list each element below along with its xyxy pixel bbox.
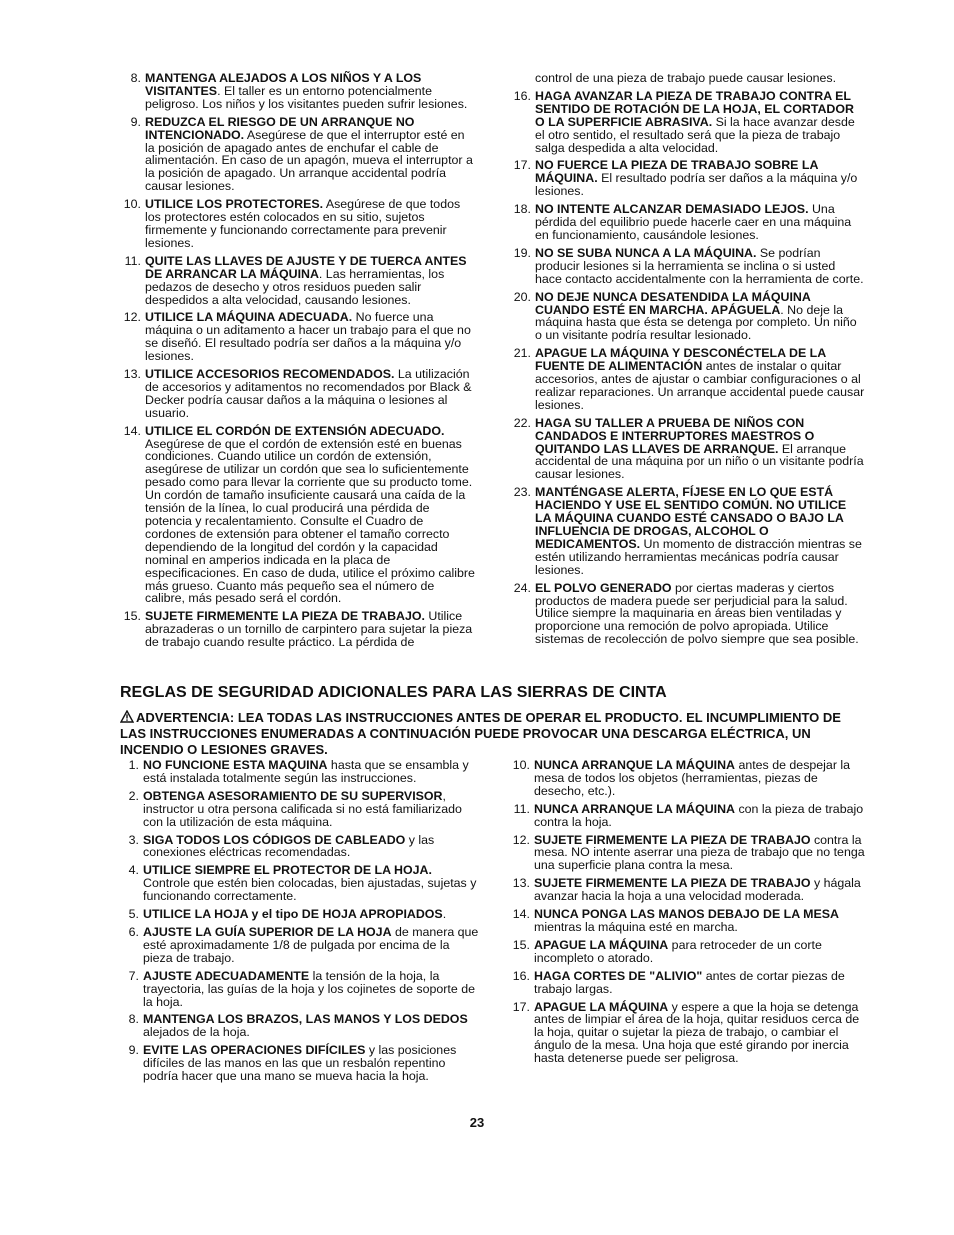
item-text: la tensión de la hoja, la trayectoria, las guías de la hoja y los cojinetes de soporte de la hoja. [143, 968, 475, 1009]
list-item [509, 247, 865, 286]
item-heading: UTILICE LOS PROTECTORES. [145, 197, 324, 212]
warning-triangle-icon [120, 710, 134, 723]
item-heading: APAGUE LA MÁQUINA [534, 937, 669, 952]
item-text: antes de despejar la mesa de todos los objetos (herramientas, piezas de desecho, etc.). [534, 758, 851, 798]
list-item [508, 877, 868, 903]
item-number: 16 . [508, 970, 530, 983]
item-text: Se podrían producir lesiones si la herramienta se inclina o si usted hace contacto accidentalmente con la herramienta de corte. [535, 245, 864, 286]
item-heading: HAGA SU TALLER A PRUEBA DE NIÑOS CON CANDADOS E INTERRUPTORES MAESTROS O QUITANDO LAS LLAVES DE ARRANQUE. [535, 415, 815, 456]
item-heading: REDUZCA EL RIESGO DE UN ARRANQUE NO INTENCIONADO. [145, 114, 415, 142]
item-heading: AJUSTE ADECUADAMENTE [143, 968, 310, 983]
item-text: Controle que estén bien colocadas, bien ajustadas, sujetas y funcionando correctamente. [143, 876, 477, 904]
list-item [508, 759, 868, 798]
item-heading: AJUSTE LA GUÍA SUPERIOR DE LA HOJA [143, 924, 392, 939]
item-heading: EL POLVO GENERADO [535, 580, 672, 595]
item-text: El arranque accidental de una máquina por un niño o un visitante podría causar lesiones. [535, 441, 864, 482]
warning-notice [120, 710, 860, 758]
item-number: 17 . [509, 159, 531, 172]
general-rules-right-column [509, 72, 865, 651]
item-number: 3 . [117, 834, 139, 847]
item-number: 5 . [117, 908, 139, 921]
item-text: Utilice abrazaderas o un tornillo de carpintero para sujetar la pieza de trabajo cuando resulte práctico. La pérdida de [145, 609, 473, 650]
bandsaw-rules-right-column [508, 759, 868, 1070]
continued-text: control de una pieza de trabajo puede causar lesiones. [535, 71, 837, 85]
item-number: 2 . [117, 790, 139, 803]
general-rules-left-column [119, 72, 477, 654]
item-heading: NUNCA ARRANQUE LA MÁQUINA [534, 758, 735, 772]
item-number: 13 . [119, 368, 141, 381]
item-text: El resultado podría ser daños a la máquina y/o lesiones. [535, 171, 858, 199]
item-heading: UTILICE SIEMPRE EL PROTECTOR DE LA HOJA. [143, 863, 432, 878]
list-item [508, 970, 868, 996]
item-heading: EVITE LAS OPERACIONES DIFÍCILES [143, 1043, 366, 1058]
list-item [119, 255, 477, 307]
list-item [119, 311, 477, 363]
list-item [509, 417, 865, 482]
list-item [117, 1013, 479, 1039]
item-heading: NUNCA PONGA LAS MANOS DEBAJO DE LA MESA [534, 907, 839, 922]
item-heading: NUNCA ARRANQUE LA MÁQUINA [534, 801, 735, 816]
item-text: y las conexiones eléctricas recomendadas. [143, 832, 435, 860]
item-number: 10 . [119, 198, 141, 211]
item-number: 16 . [509, 90, 531, 103]
item-number: 13 . [508, 877, 530, 890]
item-text: Un momento de distracción mientras se estén utilizando herramientas mecánicas podría causar lesiones. [535, 536, 862, 577]
list-item [509, 159, 865, 198]
list-item [119, 425, 477, 606]
item-heading: MANTENGA LOS BRAZOS, LAS MANOS Y LOS DEDOS [143, 1012, 468, 1027]
item-text: Asegúrese de que todos los protectores estén colocados en su sitio, sujetos firmemente y funcionando correctamente para prevenir lesiones. [145, 197, 461, 250]
item-text: . El taller es un entorno potencialmente peligroso. Los niños y los visitantes pueden sufrir lesiones. [145, 83, 468, 111]
list-item [509, 291, 865, 343]
item-number: 8 . [117, 1013, 139, 1026]
item-heading: APAGUE LA MÁQUINA [534, 999, 669, 1014]
item-number: 10 . [508, 759, 530, 772]
item-number: 14 . [508, 908, 530, 921]
item-text: antes de cortar piezas de trabajo largas. [534, 968, 845, 996]
item-number: 6 . [117, 926, 139, 939]
item-heading: UTILICE LA HOJA y el tipo DE HOJA APROPIADOS [143, 907, 443, 922]
list-item [117, 834, 479, 860]
item-text: y hágala avanzar hacia la hoja a una velocidad moderada. [534, 876, 861, 904]
item-text: alejados de la hoja. [143, 1025, 250, 1040]
item-text: antes de instalar o quitar accesorios, antes de ajustar o cambiar configuraciones o al realizar reparaciones. Un arranque accidental puede causar lesiones. [535, 359, 865, 412]
list-item [117, 926, 479, 965]
item-heading: SUJETE FIRMEMENTE LA PIEZA DE TRABAJO. [145, 609, 425, 624]
item-text: hasta que se ensambla y está instalada totalmente según las instrucciones. [143, 758, 469, 785]
item-text: Si la hace avanzar desde el otro sentido, el resultado será que la pieza de trabajo salga despedida a alta velocidad. [535, 114, 855, 155]
item-heading: SUJETE FIRMEMENTE LA PIEZA DE TRABAJO [534, 832, 811, 847]
item-heading: QUITE LAS LLAVES DE AJUSTE Y DE TUERCA ANTES DE ARRANCAR LA MÁQUINA [145, 253, 467, 281]
list-item [117, 759, 479, 785]
item-heading: NO FUNCIONE ESTA MAQUINA [143, 758, 328, 772]
list-item [119, 116, 477, 193]
list-item [119, 72, 477, 111]
list-item [508, 908, 868, 934]
item-heading: UTILICE ACCESORIOS RECOMENDADOS. [145, 367, 395, 382]
item-text: de manera que esté aproximadamente 1/8 de pulgada por encima de la pieza de trabajo. [143, 924, 479, 965]
list-item [509, 582, 865, 647]
list-item [119, 198, 477, 250]
item-text: por ciertas maderas y ciertos productos de madera puede ser perjudicial para la salud. Utilice siempre la maquinaria en áreas bien ventiladas y proporcione una remoción de polvo apropiada. Utilice sistemas de recolección de polvo siempre que sea posible. [535, 580, 859, 647]
list-item [509, 90, 865, 155]
item-number: 1 . [117, 759, 139, 772]
bandsaw-rules-list [117, 759, 479, 1083]
item-number: 7 . [117, 970, 139, 983]
list-item [508, 834, 868, 873]
bandsaw-rules-list [508, 759, 868, 1065]
list-item [117, 864, 479, 903]
item-heading: UTILICE LA MÁQUINA ADECUADA. [145, 310, 353, 325]
list-item [509, 486, 865, 576]
list-item [508, 1001, 868, 1066]
item-number: 4 . [117, 864, 139, 877]
item-heading: NO SE SUBA NUNCA A LA MÁQUINA. [535, 245, 757, 260]
item-heading: HAGA AVANZAR LA PIEZA DE TRABAJO CONTRA EL SENTIDO DE ROTACIÓN DE LA HOJA, EL CORTADOR O LA SUPERFICIE ABRASIVA. [535, 88, 854, 129]
item-number: 19 . [509, 247, 531, 260]
item-number: 18 . [509, 203, 531, 216]
item-number: 14 . [119, 425, 141, 438]
item-heading: UTILICE EL CORDÓN DE EXTENSIÓN ADECUADO. [145, 423, 445, 438]
warning-text: ADVERTENCIA: LEA TODAS LAS INSTRUCCIONES ANTES DE OPERAR EL PRODUCTO. EL INCUMPLIMIENTO DE LAS INSTRUCCIONES ENUMERADAS A CONTINUACIÓN PUEDE PROVOCAR UNA DESCARGA ELÉCTRICA, UN INCENDIO O LESIONES GRAVES. [120, 710, 841, 757]
item-number: 12 . [119, 311, 141, 324]
item-text: La utilización de accesorios y aditamentos no recomendados por Black & Decker podría causar daños a la máquina o lesiones al usuario. [145, 367, 472, 420]
list-item [508, 803, 868, 829]
item-number: 22 . [509, 417, 531, 430]
list-item [117, 908, 479, 921]
list-item [119, 610, 477, 649]
section-heading: REGLAS DE SEGURIDAD ADICIONALES PARA LAS SIERRAS DE CINTA [120, 684, 667, 701]
item-text: . No deje la máquina hasta que ésta se detenga por completo. Un niño o un visitante podría resultar lesionado. [535, 302, 857, 343]
item-text: y las posiciones difíciles de las manos en las que un resbalón repentino podría hacer que una mano se mueva hacia la hoja. [143, 1043, 457, 1084]
item-number: 17 . [508, 1001, 530, 1014]
item-text: . Las herramientas, los pedazos de desecho y otros residuos pueden salir despedidos a alta velocidad, causando lesiones. [145, 266, 445, 307]
item-text: mientras la máquina esté en marcha. [534, 919, 738, 934]
item-text: . [442, 907, 447, 922]
list-item [508, 939, 868, 965]
list-item [117, 790, 479, 829]
item-number: 15 . [508, 939, 530, 952]
item-text: , instructor u otra persona calificada si no está familiarizado con la utilización de esta máquina. [143, 788, 462, 829]
item-text: No fuerce una máquina o un aditamento a hacer un trabajo para el que no se diseñó. El resultado podría ser daños a la máquina y/o lesiones. [145, 310, 471, 364]
list-item [509, 203, 865, 242]
item-heading: HAGA CORTES DE "ALIVIO" [534, 968, 703, 983]
rules-list [119, 72, 477, 649]
item-heading: OBTENGA ASESORAMIENTO DE SU SUPERVISOR [143, 788, 443, 803]
item-heading: SUJETE FIRMEMENTE LA PIEZA DE TRABAJO [534, 876, 811, 891]
item-text: y espere a que la hoja se detenga antes de limpiar el área de la hoja, quitar residuos cerca de la hoja, quitar o sujetar la pieza de trabajo, o cambiar el ángulo de la mesa. Una hoja que esté girando por inercia hasta detenerse puede ser peligrosa. [534, 999, 860, 1066]
list-item [119, 368, 477, 420]
item-number: 11 . [119, 255, 141, 268]
list-item [509, 347, 865, 412]
list-item [117, 970, 479, 1009]
item-text: Asegúrese de que el interruptor esté en la posición de apagado antes de enchufar el cable de alimentación. En caso de un apagón, mueva el interruptor a la posición de apagado. Un arranque accidental podría causar lesiones. [145, 127, 473, 194]
item-number: 24 . [509, 582, 531, 595]
item-text: contra la mesa. NO intente aserrar una pieza de trabajo que no tenga una superficie plana contra la mesa. [534, 832, 865, 873]
item-text: Una pérdida del equilibrio puede hacerle caer en una máquina en funcionamiento, causándole lesiones. [535, 202, 852, 242]
item-number: 20 . [509, 291, 531, 304]
item-number: 8 . [119, 72, 141, 85]
item-heading: NO INTENTE ALCANZAR DEMASIADO LEJOS. [535, 202, 809, 217]
item-number: 21 . [509, 347, 531, 360]
item-number: 23 . [509, 486, 531, 499]
item-heading: NO DEJE NUNCA DESATENDIDA LA MÁQUINA CUANDO ESTÉ EN MARCHA. APÁGUELA [535, 289, 811, 317]
rules-list [509, 90, 865, 646]
bandsaw-rules-left-column [117, 759, 479, 1088]
list-item [117, 1044, 479, 1083]
item-number: 15 . [119, 610, 141, 623]
page-number: 23 [469, 1115, 485, 1130]
item-text: con la pieza de trabajo contra la hoja. [534, 801, 864, 829]
item-text: para retroceder de un corte incompleto o atorado. [534, 937, 822, 965]
item-heading: NO FUERCE LA PIEZA DE TRABAJO SOBRE LA MÁQUINA. [535, 158, 818, 186]
item-text: Asegúrese de que el cordón de extensión esté en buenas condiciones. Cuando utilice un cordón de extensión, asegúrese de utilizar un cordón que sea lo suficientemente pesado como para llevar la corriente que su producto tome. Un cordón de tamaño insuficiente causará una caída de la tensión de la línea, lo cual producirá una pérdida de potencia y recalentamiento. Consulte el Cuadro de cordones de extensión para obtener el tamaño correcto dependiendo de la longitud del cordón y la capacidad nominal en amperios indicada en la placa de especificaciones. En caso de duda, utilice el próximo calibre más grueso. Cuanto más pequeño sea el número de calibre, más pesado será el cordón. [145, 436, 475, 606]
item-heading: MANTENGA ALEJADOS A LOS NIÑOS Y A LOS VISITANTES [145, 71, 422, 98]
item-heading: MANTÉNGASE ALERTA, FÍJESE EN LO QUE ESTÁ HACIENDO Y USE EL SENTIDO COMÚN. NO UTILICE LA MÁQUINA CUANDO ESTÉ CANSADO O BAJO LA INFLUENCIA DE DROGAS, ALCOHOL O MEDICAMENTOS. [535, 485, 847, 551]
item-heading: SIGA TODOS LOS CÓDIGOS DE CABLEADO [143, 832, 406, 847]
item-number: 11 . [508, 803, 530, 816]
item-heading: APAGUE LA MÁQUINA Y DESCONÉCTELA DE LA FUENTE DE ALIMENTACIÓN [535, 346, 826, 374]
item-number: 12 . [508, 834, 530, 847]
item-number: 9 . [117, 1044, 139, 1057]
item-number: 9 . [119, 116, 141, 129]
